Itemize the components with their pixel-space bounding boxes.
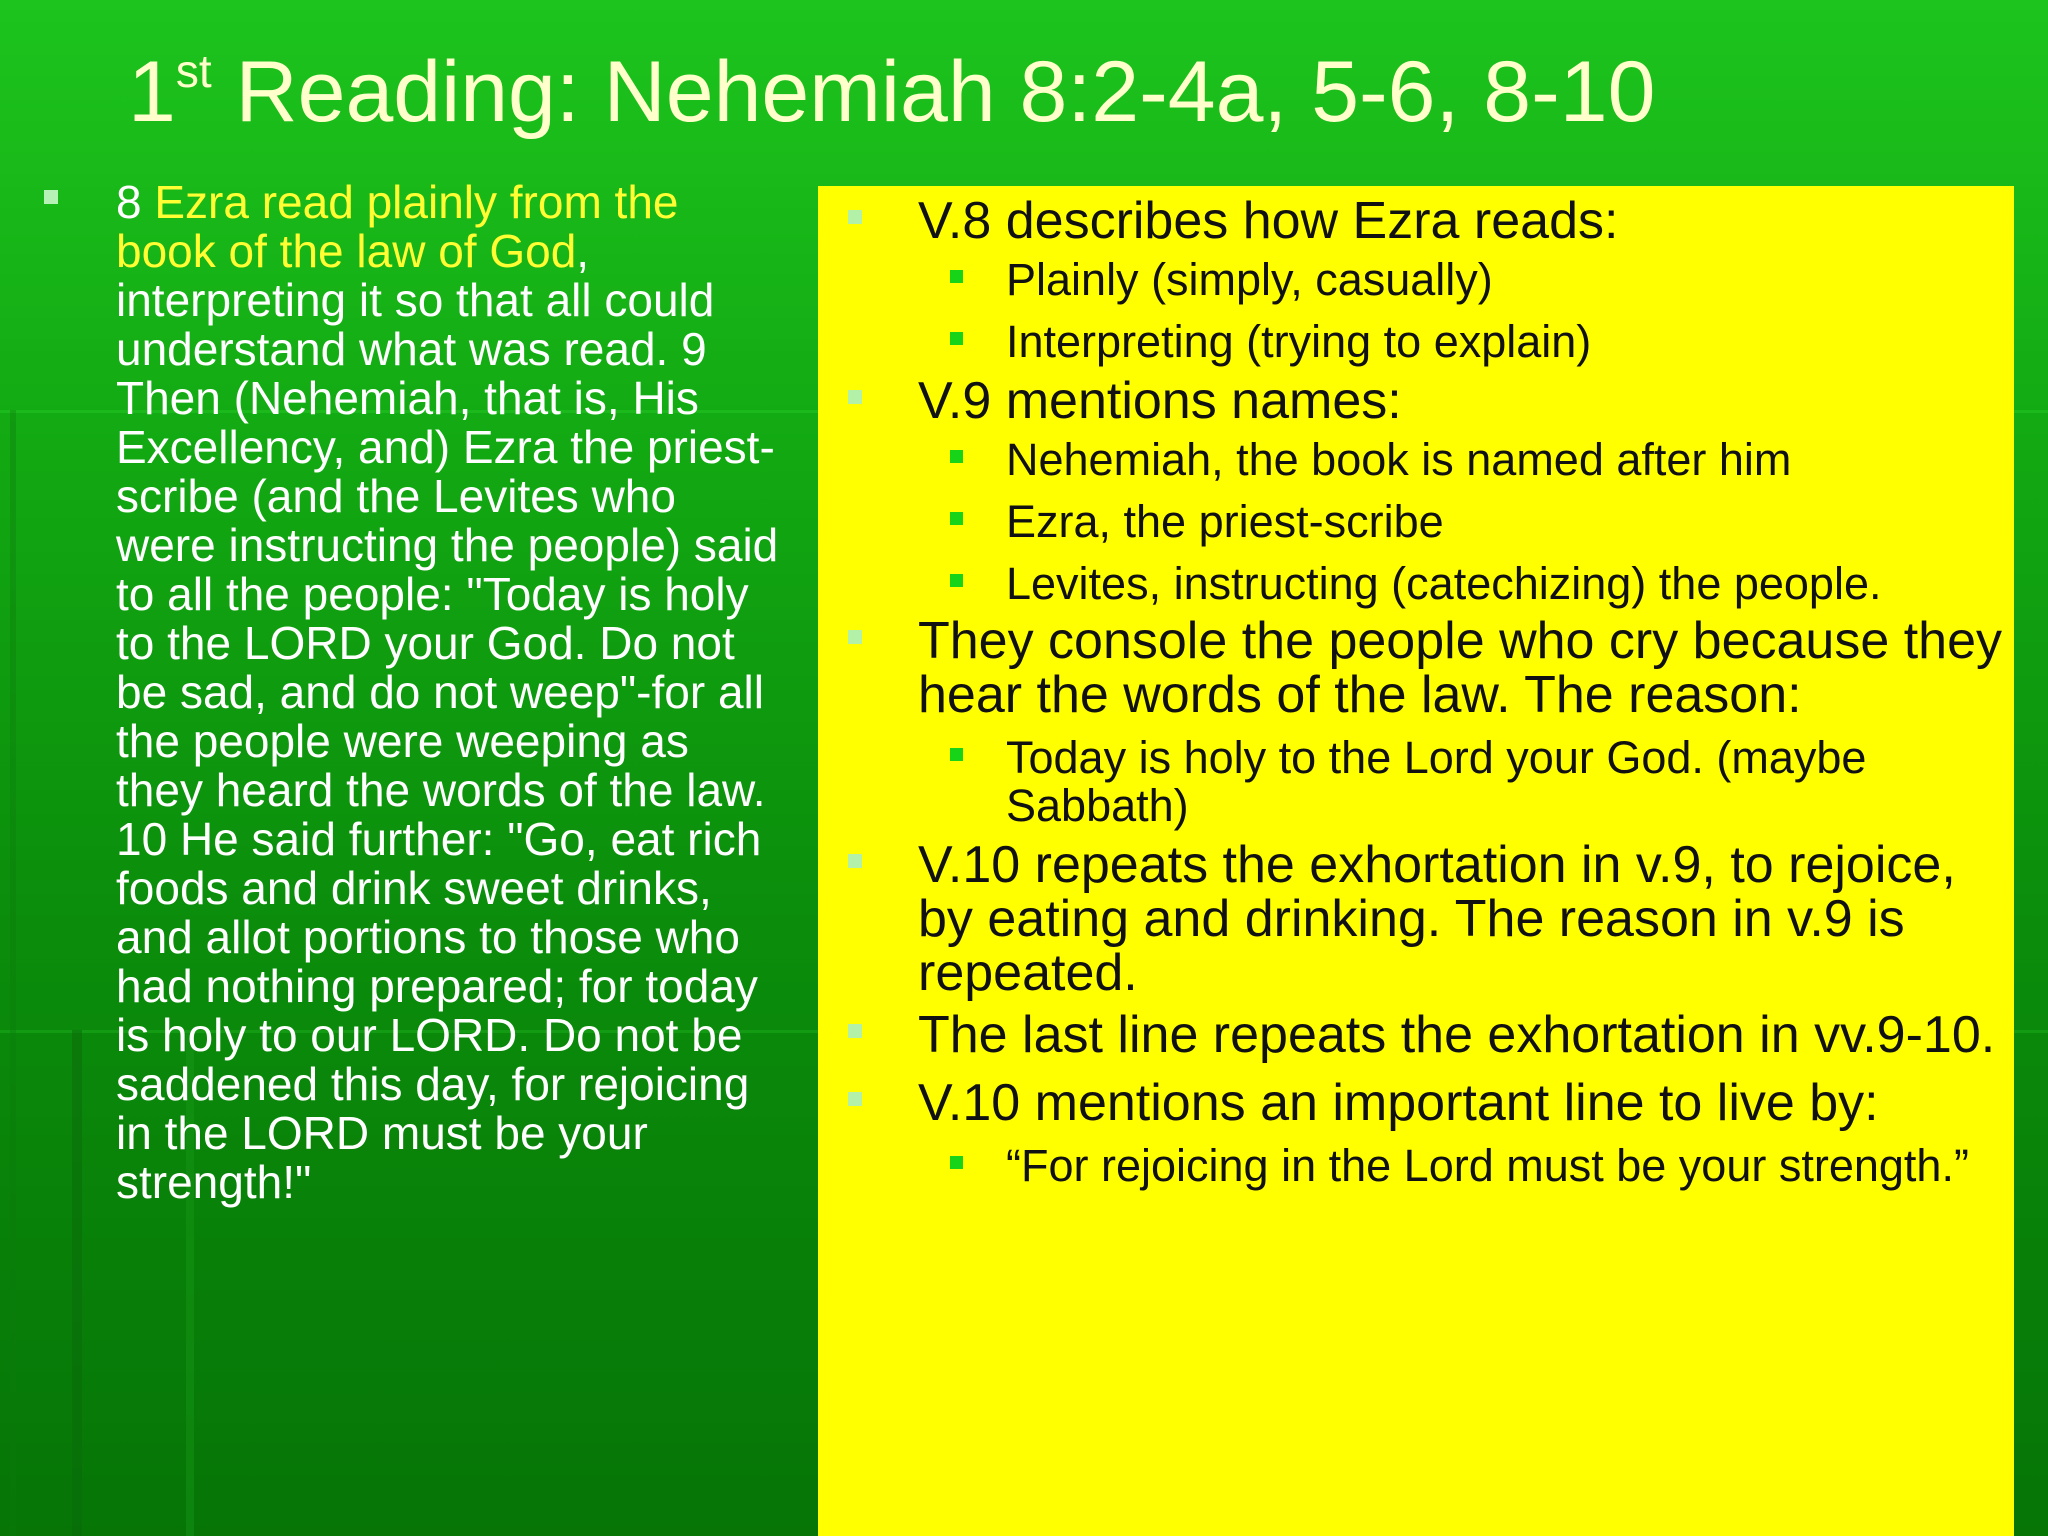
note-rejoicing-quote: “For rejoicing in the Lord must be your strength.”: [1006, 1142, 2014, 1190]
scripture-text: [116, 178, 780, 1207]
note-v9: V.9 mentions names:: [918, 374, 2014, 428]
title-superscript: st: [175, 45, 212, 97]
verse-number: 8: [116, 176, 155, 228]
note-levites: Levites, instructing (catechizing) the people.: [1006, 560, 2014, 608]
title-text: Reading: Nehemiah 8:2-4a, 5-6, 8-10: [211, 44, 1656, 140]
slide-title: [128, 42, 1978, 142]
note-ezra: Ezra, the priest-scribe: [1006, 498, 2014, 546]
notes-list: [818, 194, 2014, 1190]
note-console: They console the people who cry because they hear the words of the law. The reason:: [918, 614, 2014, 722]
note-nehemiah: Nehemiah, the book is named after him: [1006, 436, 2014, 484]
scripture-body: , interpreting it so that all could understand what was read. 9 Then (Nehemiah, that is, His Excellency, and) Ezra the priest-scribe (and the Levites who were instructing the people) said to all the people: "Today is holy to the LORD your God. Do not be sad, and do not weep"-for all the people were weeping as they heard the words of the law. 10 He said further: "Go, eat rich foods and drink sweet drinks, and allot portions to those who had nothing prepared; for today is holy to our LORD. Do not be saddened this day, for rejoicing in the LORD must be your strength!": [116, 225, 779, 1208]
note-v10-repeats: V.10 repeats the exhortation in v.9, to rejoice, by eating and drinking. The reason in v.9 is repeated.: [918, 838, 2014, 1000]
note-last-line: The last line repeats the exhortation in vv.9-10.: [918, 1008, 2014, 1062]
note-interpreting: Interpreting (trying to explain): [1006, 318, 2014, 366]
note-today-holy: Today is holy to the Lord your God. (maybe Sabbath): [1006, 734, 2014, 830]
scripture-highlight: Ezra read plainly from the book of the law of God: [116, 176, 679, 277]
note-v8: V.8 describes how Ezra reads:: [918, 194, 2014, 248]
note-v10-mentions: V.10 mentions an important line to live by:: [918, 1076, 2014, 1130]
scripture-column: [40, 178, 780, 1207]
notes-panel: [818, 186, 2014, 1536]
title-prefix: 1: [128, 44, 176, 140]
note-plainly: Plainly (simply, casually): [1006, 256, 2014, 304]
bullet-square-icon: [44, 190, 58, 204]
